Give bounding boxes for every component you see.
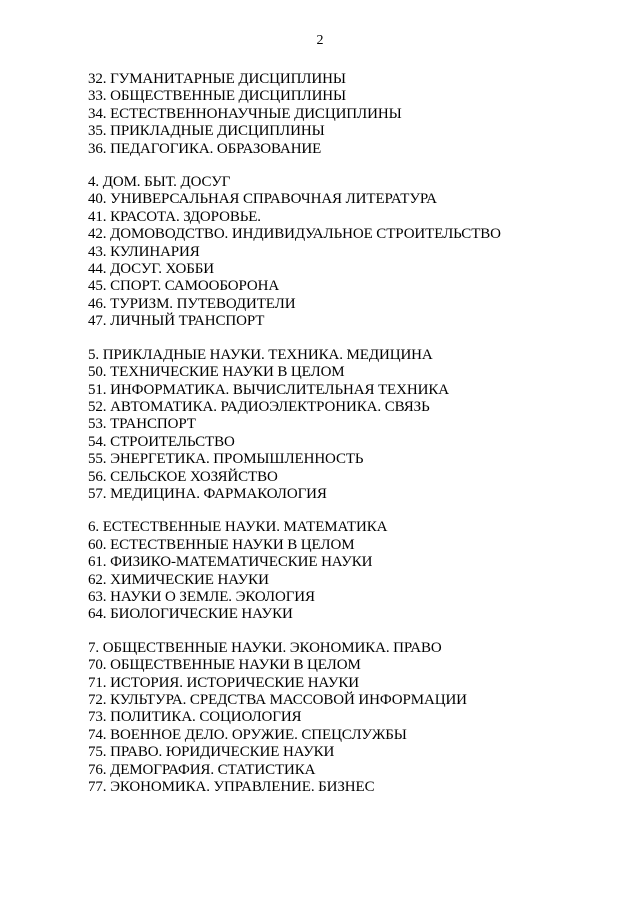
list-item: 72. КУЛЬТУРА. СРЕДСТВА МАССОВОЙ ИНФОРМАЦИИ (88, 692, 467, 708)
section-group (88, 640, 618, 797)
section-heading-line: 6. ЕСТЕСТВЕННЫЕ НАУКИ. МАТЕМАТИКА (88, 519, 388, 536)
list-item: 42. ДОМОВОДСТВО. ИНДИВИДУАЛЬНОЕ СТРОИТЕЛЬСТВО (88, 226, 501, 243)
list-item: 71. ИСТОРИЯ. ИСТОРИЧЕСКИЕ НАУКИ (88, 674, 359, 691)
section-group (88, 174, 618, 331)
section-group (88, 519, 618, 623)
list-item: 64. БИОЛОГИЧЕСКИЕ НАУКИ (88, 606, 293, 623)
list-item: 34. ЕСТЕСТВЕННОНАУЧНЫЕ ДИСЦИПЛИНЫ (88, 105, 402, 122)
list-item: 57. МЕДИЦИНА. ФАРМАКОЛОГИЯ (88, 485, 327, 502)
list-item: 56. СЕЛЬСКОЕ ХОЗЯЙСТВО (88, 468, 278, 485)
list-item: 73. ПОЛИТИКА. СОЦИОЛОГИЯ (88, 709, 302, 726)
list-item: 76. ДЕМОГРАФИЯ. СТАТИСТИКА (88, 761, 316, 778)
list-item: 50. ТЕХНИЧЕСКИЕ НАУКИ В ЦЕЛОМ (88, 364, 345, 381)
list-item: 45. СПОРТ. САМООБОРОНА (88, 278, 280, 295)
section-group (88, 347, 618, 504)
section-heading-line: 7. ОБЩЕСТВЕННЫЕ НАУКИ. ЭКОНОМИКА. ПРАВО (88, 639, 442, 656)
list-item: 44. ДОСУГ. ХОББИ (88, 261, 215, 278)
list-item: 60. ЕСТЕСТВЕННЫЕ НАУКИ В ЦЕЛОМ (88, 536, 355, 553)
list-item: 75. ПРАВО. ЮРИДИЧЕСКИЕ НАУКИ (88, 744, 335, 761)
list-item: 36. ПЕДАГОГИКА. ОБРАЗОВАНИЕ (88, 140, 322, 157)
list-item: 46. ТУРИЗМ. ПУТЕВОДИТЕЛИ (88, 295, 296, 312)
list-item: 40. УНИВЕРСАЛЬНАЯ СПРАВОЧНАЯ ЛИТЕРАТУРА (88, 191, 437, 208)
list-item: 74. ВОЕННОЕ ДЕЛО. ОРУЖИЕ. СПЕЦСЛУЖБЫ (88, 726, 407, 743)
list-item: 53. ТРАНСПОРТ (88, 416, 196, 433)
list-item: 63. НАУКИ О ЗЕМЛЕ. ЭКОЛОГИЯ (88, 588, 315, 605)
list-item: 41. КРАСОТА. ЗДОРОВЬЕ. (88, 208, 261, 225)
list-item: 35. ПРИКЛАДНЫЕ ДИСЦИПЛИНЫ (88, 123, 325, 140)
list-item: 52. АВТОМАТИКА. РАДИОЭЛЕКТРОНИКА. СВЯЗЬ (88, 398, 430, 415)
section-heading-line: 32. ГУМАНИТАРНЫЕ ДИСЦИПЛИНЫ (88, 71, 346, 87)
list-item: 70. ОБЩЕСТВЕННЫЕ НАУКИ В ЦЕЛОМ (88, 657, 361, 674)
section-group (88, 71, 618, 158)
list-item: 55. ЭНЕРГЕТИКА. ПРОМЫШЛЕННОСТЬ (88, 451, 364, 468)
list-item: 33. ОБЩЕСТВЕННЫЕ ДИСЦИПЛИНЫ (88, 88, 347, 105)
list-item: 61. ФИЗИКО-МАТЕМАТИЧЕСКИЕ НАУКИ (88, 554, 373, 571)
page-number: 2 (316, 33, 324, 48)
list-item: 77. ЭКОНОМИКА. УПРАВЛЕНИЕ. БИЗНЕС (88, 779, 375, 796)
list-item: 47. ЛИЧНЫЙ ТРАНСПОРТ (88, 313, 265, 330)
section-heading-line: 4. ДОМ. БЫТ. ДОСУГ (88, 174, 231, 191)
section-heading-line: 5. ПРИКЛАДНЫЕ НАУКИ. ТЕХНИКА. МЕДИЦИНА (88, 346, 433, 363)
list-item: 51. ИНФОРМАТИКА. ВЫЧИСЛИТЕЛЬНАЯ ТЕХНИКА (88, 381, 449, 398)
list-item: 54. СТРОИТЕЛЬСТВО (88, 433, 235, 450)
list-item: 62. ХИМИЧЕСКИЕ НАУКИ (88, 571, 269, 588)
document-body (88, 71, 618, 812)
list-item: 43. КУЛИНАРИЯ (88, 243, 200, 260)
